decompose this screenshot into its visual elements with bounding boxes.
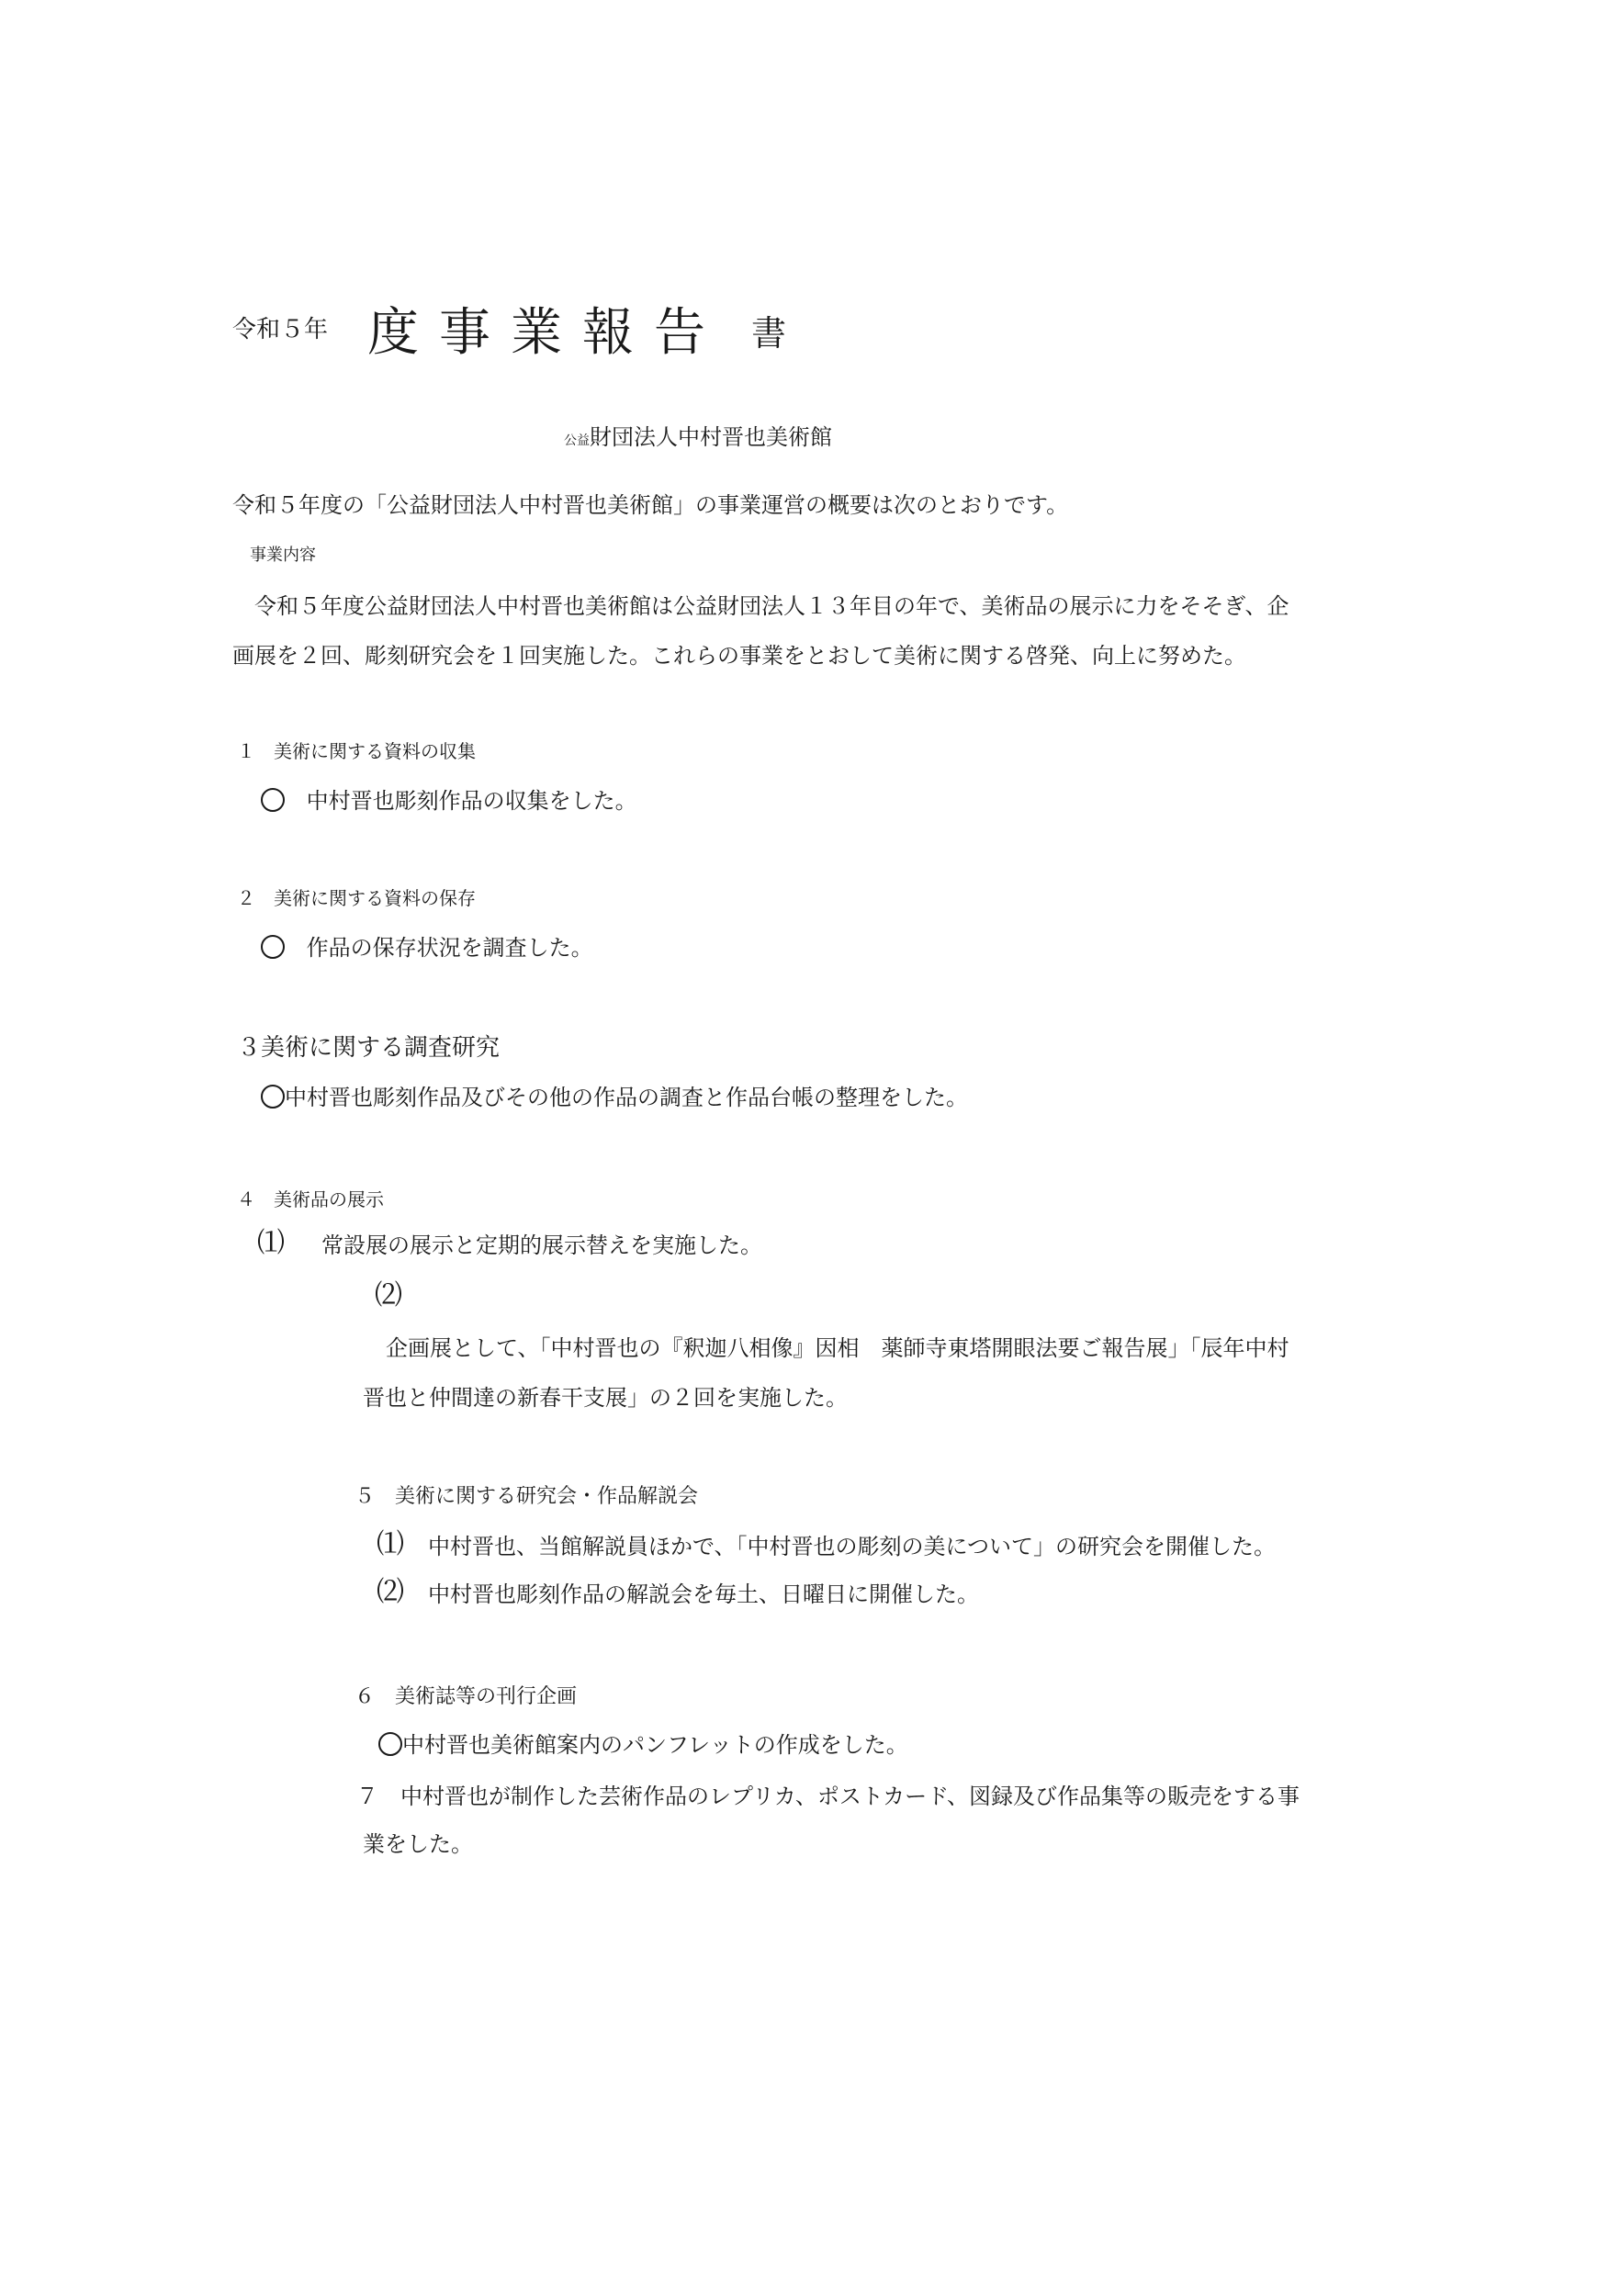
section-5-item-1: 中村晋也、当館解説員ほかで、「中村晋也の彫刻の美について」の研究会を開催した。 xyxy=(428,1534,1277,1559)
section-5-item-2: 中村晋也彫刻作品の解説会を毎土、日曜日に開催した。 xyxy=(428,1581,979,1607)
section-4-item-2-line-1: 企画展として、「中村晋也の『釈迦八相像』因相 薬師寺東塔開眼法要ご報告展」「辰年中村 xyxy=(386,1335,1289,1361)
title-suffix: 書 xyxy=(751,313,787,354)
section-3-heading: ３美術に関する調査研究 xyxy=(237,1034,501,1062)
section-6-heading: ６ 美術誌等の刊行企画 xyxy=(355,1685,578,1708)
section-5-item-2-number: ⑵ xyxy=(377,1576,404,1608)
section-4-item-1: 常設展の展示と定期的展示替えを実施した。 xyxy=(321,1232,762,1258)
organization-name: 財団法人中村晋也美術館 xyxy=(590,424,832,450)
circle-bullet-icon xyxy=(261,1085,285,1109)
overview-line-1: 令和５年度公益財団法人中村晋也美術館は公益財団法人１３年目の年で、美術品の展示に力をそそぎ、企 xyxy=(254,593,1289,619)
section-1-heading: １ 美術に関する資料の収集 xyxy=(237,740,476,762)
section-6-item xyxy=(378,1727,908,1759)
section-1-item xyxy=(261,782,637,815)
circle-bullet-icon xyxy=(378,1732,402,1756)
section-1-text: 中村晋也彫刻作品の収集をした。 xyxy=(306,788,637,814)
section-4-heading: ４ 美術品の展示 xyxy=(237,1188,384,1210)
circle-bullet-icon xyxy=(261,788,285,812)
section-4-item-1-number: ⑴ xyxy=(257,1227,285,1259)
section-4-item-2-number: ⑵ xyxy=(375,1279,402,1311)
organization xyxy=(564,419,832,451)
title-year: 令和５年 xyxy=(232,316,329,343)
section-2-item xyxy=(261,929,593,962)
section-2-heading: ２ 美術に関する資料の保存 xyxy=(237,887,476,909)
circle-bullet-icon xyxy=(261,935,285,959)
overview-heading: 事業内容 xyxy=(250,546,316,565)
section-3-text: 中村晋也彫刻作品及びその他の作品の調査と作品台帳の整理をした。 xyxy=(285,1085,968,1110)
section-2-text: 作品の保存状況を調査した。 xyxy=(306,935,593,961)
section-7-line-2: 業をした。 xyxy=(363,1831,473,1857)
intro-text: 令和５年度の「公益財団法人中村晋也美術館」の事業運営の概要は次のとおりです。 xyxy=(232,492,1069,518)
page-title: 度事業報告 xyxy=(367,303,726,363)
organization-prefix: 公益 xyxy=(564,433,590,448)
section-6-text: 中村晋也美術館案内のパンフレットの作成をした。 xyxy=(402,1732,908,1758)
overview-line-2: 画展を２回、彫刻研究会を１回実施した。これらの事業をとおして美術に関する啓発、向上に努めた。 xyxy=(232,643,1246,669)
section-7-line-1: ７ 中村晋也が制作した芸術作品のレプリカ、ポストカード、図録及び作品集等の販売をする事 xyxy=(356,1784,1300,1809)
section-4-item-2-line-2: 晋也と仲間達の新春干支展」の２回を実施した。 xyxy=(363,1385,848,1411)
section-3-item xyxy=(261,1079,968,1111)
section-5-item-1-number: ⑴ xyxy=(377,1528,404,1560)
section-5-heading: ５ 美術に関する研究会・作品解説会 xyxy=(355,1485,699,1508)
